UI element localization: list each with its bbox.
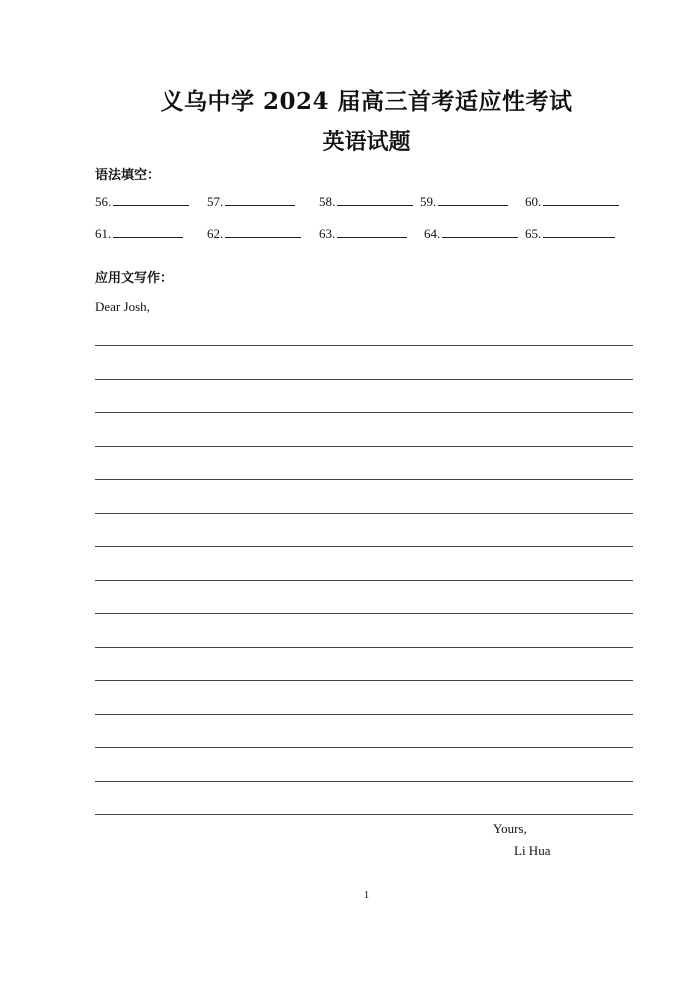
exam-title: 义乌中学 2024 届高三首考适应性考试 [160,88,573,115]
answer-blank[interactable] [225,226,301,238]
answer-item[interactable] [95,194,189,210]
grammar-section-label: 语法填空： [95,168,161,183]
answer-item[interactable] [95,226,183,242]
answer-number: 60. [525,194,542,209]
answer-number: 64. [424,226,441,241]
answer-blank[interactable] [438,194,508,206]
answer-item[interactable] [420,194,508,210]
writing-line[interactable] [95,345,633,346]
answer-blank[interactable] [543,194,619,206]
answer-blank[interactable] [337,226,407,238]
answer-blank[interactable] [337,194,413,206]
writing-line[interactable] [95,781,633,782]
writing-line[interactable] [95,613,633,614]
writing-line[interactable] [95,479,633,480]
answer-number: 57. [207,194,224,209]
answer-number: 62. [207,226,224,241]
page-number: 1 [363,889,370,901]
writing-section-label: 应用文写作： [95,271,174,286]
writing-line[interactable] [95,546,633,547]
writing-line[interactable] [95,379,633,380]
signature: Li Hua [514,843,551,858]
answer-item[interactable] [319,226,407,242]
answer-blank[interactable] [113,194,189,206]
answer-item[interactable] [525,194,619,210]
answer-item[interactable] [207,194,295,210]
answer-number: 61. [95,226,112,241]
closing: Yours, [493,821,527,836]
answer-number: 58. [319,194,336,209]
writing-line[interactable] [95,714,633,715]
writing-line[interactable] [95,680,633,681]
writing-line[interactable] [95,747,633,748]
answer-blank[interactable] [225,194,295,206]
writing-line[interactable] [95,580,633,581]
writing-line[interactable] [95,513,633,514]
answer-number: 56. [95,194,112,209]
writing-line[interactable] [95,412,633,413]
answer-item[interactable] [207,226,301,242]
exam-subtitle: 英语试题 [322,129,411,155]
answer-number: 65. [525,226,542,241]
answer-number: 63. [319,226,336,241]
salutation: Dear Josh, [95,299,150,314]
answer-blank[interactable] [442,226,518,238]
writing-line[interactable] [95,446,633,447]
answer-item[interactable] [319,194,413,210]
writing-line[interactable] [95,814,633,815]
answer-item[interactable] [424,226,518,242]
answer-blank[interactable] [113,226,183,238]
answer-item[interactable] [525,226,615,242]
writing-line[interactable] [95,647,633,648]
answer-blank[interactable] [543,226,615,238]
answer-number: 59. [420,194,437,209]
